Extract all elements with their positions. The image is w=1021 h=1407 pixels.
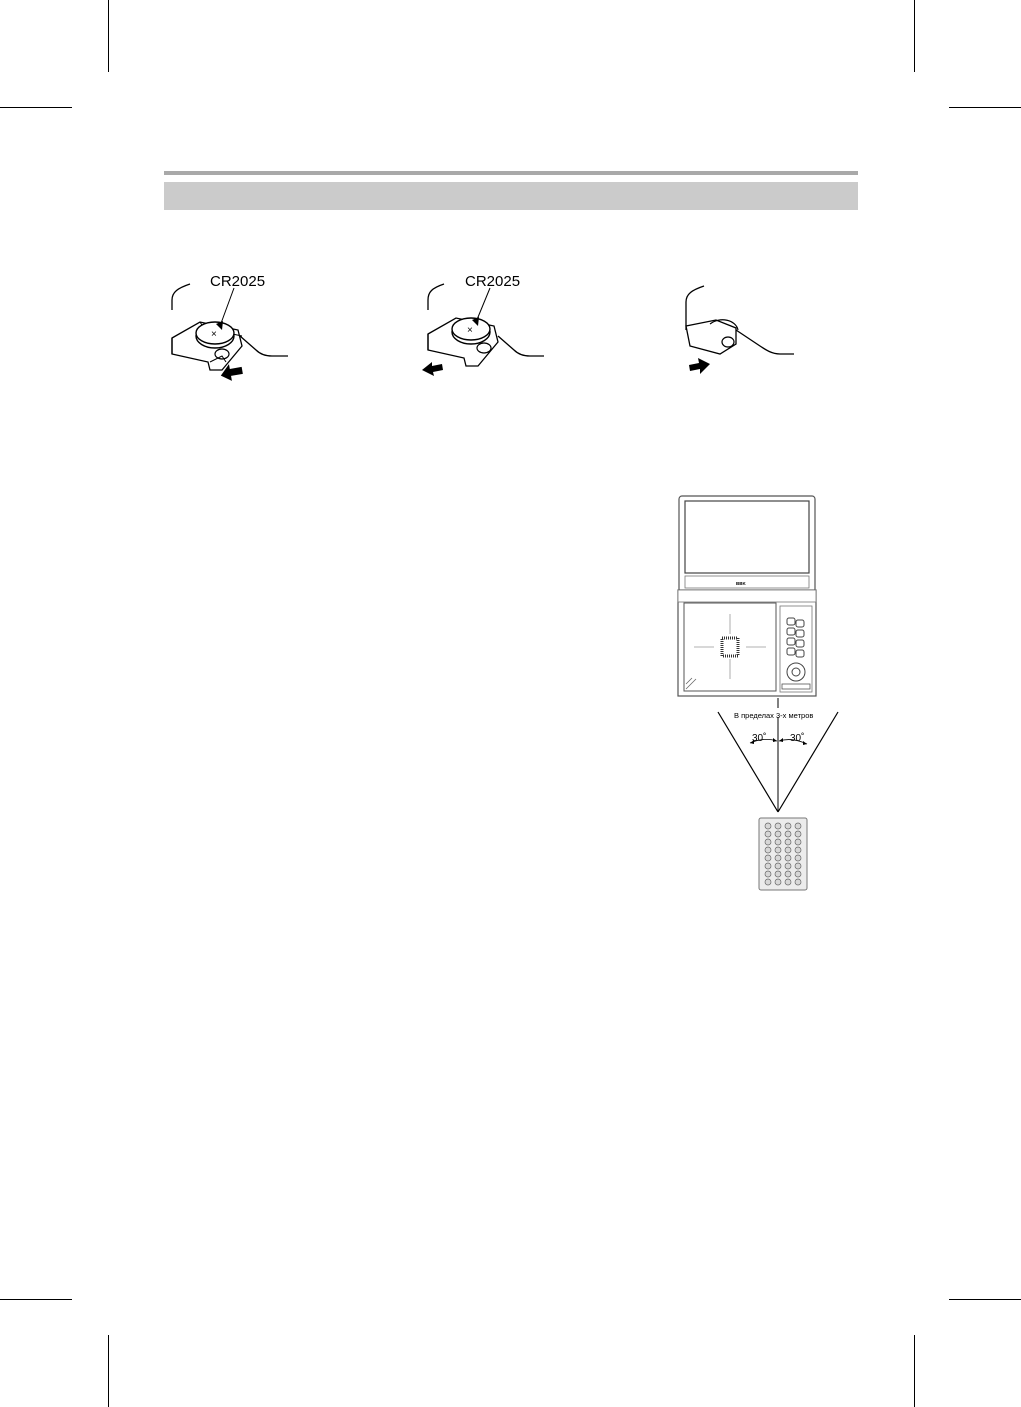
svg-text:×: × — [211, 329, 217, 340]
remote-button — [765, 823, 771, 829]
remote-button — [775, 863, 781, 869]
range-text: В пределах 3-х метров — [734, 711, 814, 720]
remote-button — [785, 855, 791, 861]
remote-button — [765, 831, 771, 837]
remote-button — [795, 823, 801, 829]
remote-button — [785, 823, 791, 829]
left-angle-label: 30˚ — [752, 733, 767, 744]
remote-button — [785, 863, 791, 869]
battery-step-3-illustration — [680, 270, 820, 380]
remote-button — [795, 847, 801, 853]
section-header-bar — [164, 182, 858, 210]
remote-button — [795, 855, 801, 861]
remote-button — [785, 871, 791, 877]
remote-button — [775, 855, 781, 861]
remote-button — [775, 823, 781, 829]
remote-button — [795, 831, 801, 837]
crop-mark — [914, 1335, 915, 1407]
crop-mark — [949, 1299, 1021, 1300]
device-logo: BBK — [736, 581, 746, 586]
remote-tray-drawing — [680, 270, 820, 380]
crop-mark — [108, 1335, 109, 1407]
remote-button — [775, 839, 781, 845]
remote-button — [785, 839, 791, 845]
crop-mark — [108, 0, 109, 72]
remote-button — [775, 831, 781, 837]
remote-button — [785, 831, 791, 837]
remote-button — [765, 839, 771, 845]
remote-button — [795, 871, 801, 877]
range-diagram-drawing — [674, 494, 844, 894]
remote-button — [795, 839, 801, 845]
right-angle-label: 30˚ — [790, 733, 805, 744]
remote-button — [775, 871, 781, 877]
remote-button — [765, 871, 771, 877]
crop-mark — [914, 0, 915, 72]
crop-mark — [0, 107, 72, 108]
remote-button — [775, 879, 781, 885]
top-rule — [164, 171, 858, 175]
battery-type-label: CR2025 — [210, 273, 266, 290]
remote-button — [765, 847, 771, 853]
remote-button — [795, 863, 801, 869]
remote-button — [765, 879, 771, 885]
remote-button — [765, 855, 771, 861]
remote-button — [785, 847, 791, 853]
remote-range-diagram — [674, 494, 844, 894]
remote-button — [785, 879, 791, 885]
battery-type-label: CR2025 — [465, 273, 521, 290]
crop-mark — [949, 107, 1021, 108]
remote-button — [795, 879, 801, 885]
crop-mark — [0, 1299, 72, 1300]
remote-button — [765, 863, 771, 869]
svg-text:×: × — [467, 325, 473, 336]
remote-button — [775, 847, 781, 853]
